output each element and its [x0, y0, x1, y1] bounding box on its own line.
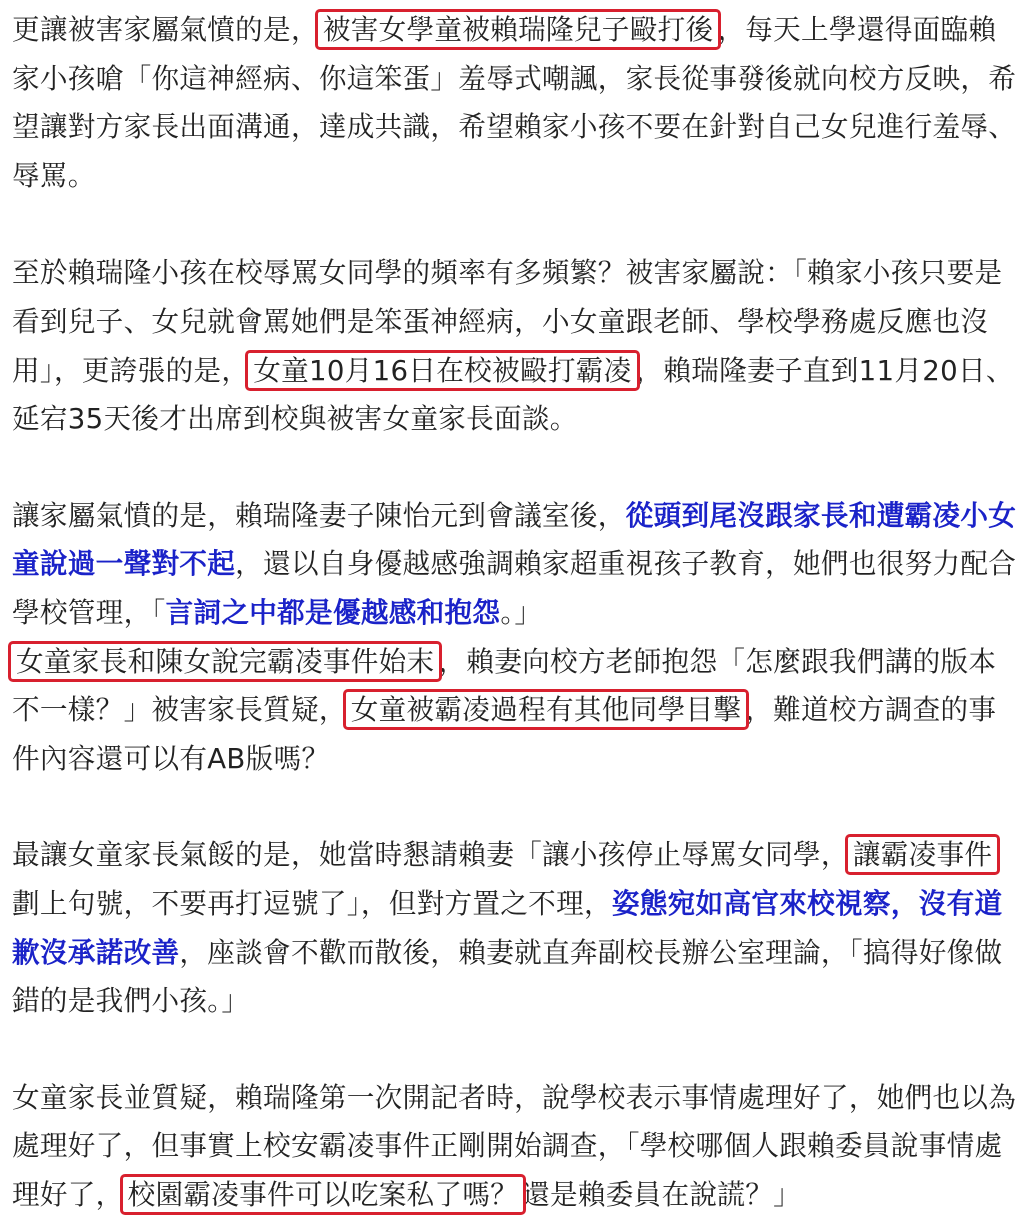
paragraph-text: ，每天上學還得面臨賴家小孩嗆「你這神經病、你這笨蛋」羞辱式嘲諷，家長從事發後就向校方反映，希望讓對方家長出面溝通，達成共識，希望賴家小孩不要在針對自己女兒進行羞辱、辱罵。 — [12, 13, 1017, 192]
paragraph — [12, 249, 1020, 443]
paragraph-text: 讓家屬氣憤的是，賴瑞隆妻子陳怡元到會議室後， — [12, 498, 626, 532]
paragraph — [12, 831, 1020, 1025]
paragraph-text: ，賴妻向校方老師抱怨「怎麼跟我們講的版本不一樣？」被害家長質疑， — [12, 644, 997, 727]
paragraph — [12, 638, 1020, 784]
highlight-box-text: 讓霸凌事件 — [849, 838, 996, 871]
paragraph-text: ，賴瑞隆妻子直到11月20日、延宕35天後才出席到校與被害女童家長面談。 — [12, 353, 1014, 436]
paragraph-text: 還是賴委員在說謊？」 — [522, 1177, 802, 1211]
paragraph-text: ，難道校方調查的事件內容還可以有AB版嗎？ — [12, 693, 997, 775]
highlight-box-text: 校園霸凌事件可以吃案私了嗎？ — [124, 1178, 523, 1211]
paragraph-text: 。」 — [500, 595, 543, 629]
highlight-box-text: 女童10月16日在校被毆打霸凌 — [249, 354, 635, 387]
bold-emphasis-text: 姿態宛如高官來校視察，沒有道歉沒承諾改善 — [12, 886, 1003, 969]
highlight-box-text: 被害女學童被賴瑞隆兒子毆打後 — [319, 13, 718, 46]
paragraph-text: 更讓被害家屬氣憤的是， — [12, 13, 319, 46]
paragraph-text: ，座談會不歡而散後，賴妻就直奔副校長辦公室理論，「搞得好像做錯的是我們小孩。」 — [12, 935, 1003, 1018]
paragraph-text: 至於賴瑞隆小孩在校辱罵女同學的頻率有多頻繁？被害家屬說：「賴家小孩只要是看到兒子、女兒就會罵她們是笨蛋神經病，小女童跟老師、學校學務處反應也沒用」，更誇張的是， — [12, 256, 1003, 387]
highlight-box-text: 女童被霸凌過程有其他同學目擊 — [347, 693, 746, 726]
paragraph-text: 女童家長並質疑，賴瑞隆第一次開記者時，說學校表示事情處理好了，她們也以為處理好了，但事實上校安霸凌事件正剛開始調查，「學校哪個人跟賴委員說事情處理好了， — [12, 1080, 1017, 1211]
paragraph — [12, 492, 1020, 638]
paragraph — [12, 6, 1020, 200]
highlight-box-text: 女童家長和陳女說完霸凌事件始末 — [12, 645, 438, 678]
paragraph-text: 最讓女童家長氣餒的是，她當時懇請賴妻「讓小孩停止辱罵女同學， — [12, 838, 849, 872]
bold-emphasis-text: 從頭到尾沒跟家長和遭霸凌小女童說過一聲對不起 — [12, 498, 1017, 581]
bold-emphasis-text: 言詞之中都是優越感和抱怨 — [165, 595, 501, 629]
paragraph — [12, 1074, 1020, 1219]
paragraph-text: 劃上句號，不要再打逗號了」，但對方置之不理， — [12, 886, 612, 920]
paragraph-text: ，還以自身優越感強調賴家超重視孩子教育，她們也很努力配合學校管理，「 — [12, 547, 1017, 629]
